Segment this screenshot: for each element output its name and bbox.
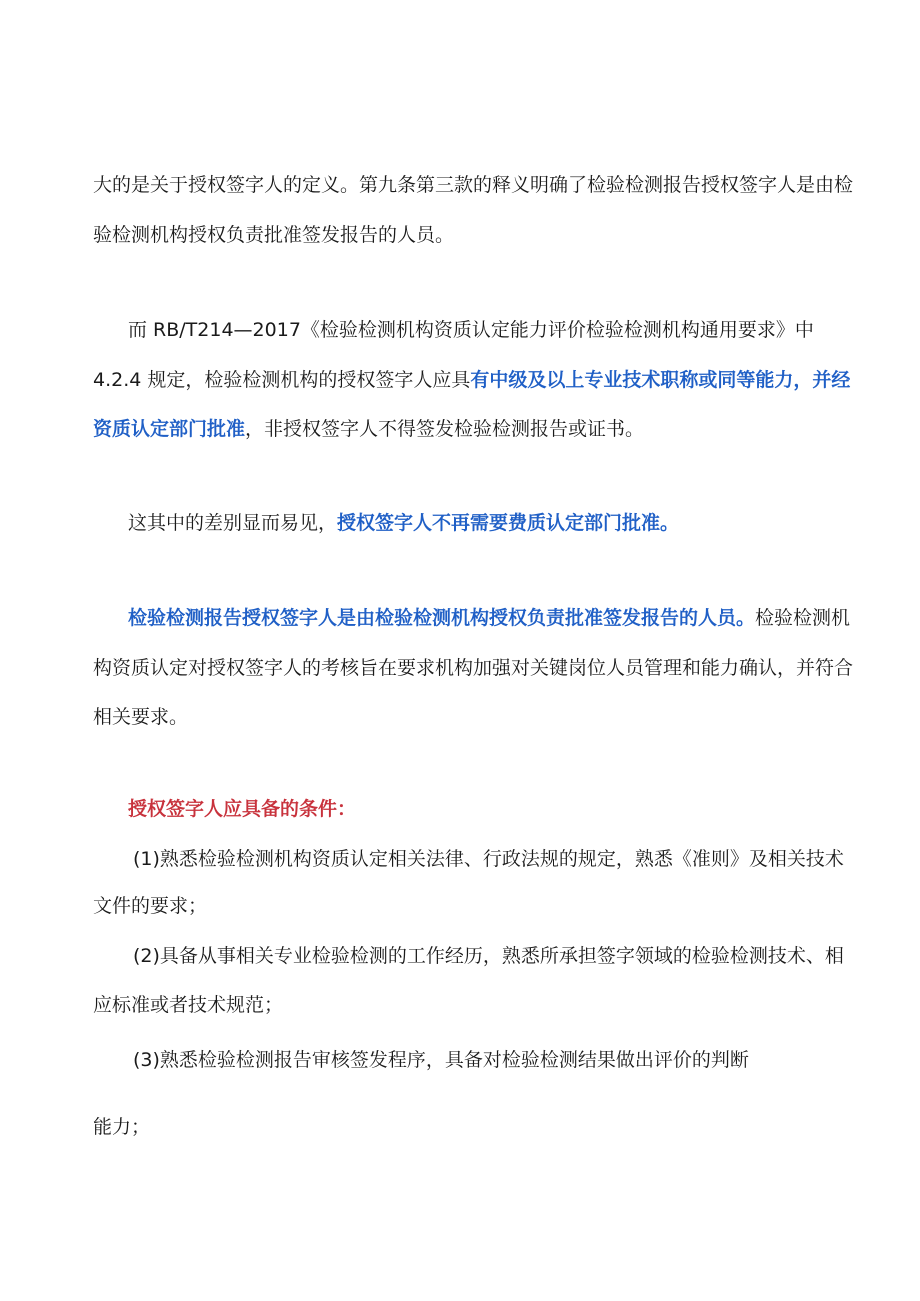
condition-2-line-1: (2)具备从事相关专业检验检测的工作经历，熟悉所承担签字领域的检验检测技术、相: [133, 945, 844, 967]
paragraph-2-line-2: [93, 367, 851, 393]
conditions-heading: 授权签字人应具备的条件：: [128, 798, 357, 820]
paragraph-4-line-2: 构资质认定对授权签字人的考核旨在要求机构加强对关键岗位人员管理和能力确认，并符合: [93, 657, 854, 679]
paragraph-4-line-3: 相关要求。: [93, 706, 189, 728]
condition-3-line-1: (3)熟悉检验检测报告审核签发程序，具备对检验检测结果做出评价的判断: [133, 1049, 749, 1071]
condition-1-line-2: 文件的要求；: [93, 895, 208, 917]
condition-1-line-1: (1)熟悉检验检测机构资质认定相关法律、行政法规的规定，熟悉《准则》及相关技术: [133, 848, 844, 870]
paragraph-4-line-1-highlight: 检验检测报告授权签字人是由检验检测机构授权负责批准签发报告的人员。: [128, 607, 756, 629]
paragraph-2-line-3-normal: ，非授权签字人不得签发检验检测报告或证书。: [245, 418, 645, 440]
paragraph-2-line-3: [93, 416, 833, 442]
paragraph-4-line-1: [128, 605, 851, 631]
paragraph-3: [128, 510, 833, 536]
paragraph-1-line-1: 大的是关于授权签字人的定义。第九条第三款的释义明确了检验检测报告授权签字人是由检: [93, 174, 854, 196]
paragraph-2-line-3-highlight: 资质认定部门批准: [93, 418, 246, 440]
paragraph-3-normal: 这其中的差别显而易见，: [128, 512, 338, 534]
paragraph-2-line-2-highlight: 有中级及以上专业技术职称或同等能力，并经: [470, 369, 851, 391]
paragraph-1-line-2: 验检测机构授权负责批准签发报告的人员。: [93, 224, 455, 246]
paragraph-4-line-1-normal: 检验检测机: [755, 607, 851, 629]
paragraph-2-line-1: 而 RB/T214—2017《检验检测机构资质认定能力评价检验检测机构通用要求》中: [128, 319, 814, 341]
paragraph-3-highlight: 授权签字人不再需要费质认定部门批准。: [337, 512, 680, 534]
paragraph-2-line-2-normal: 4.2.4 规定，检验检测机构的授权签字人应具: [93, 369, 471, 391]
condition-3-line-2: 能力；: [93, 1116, 151, 1138]
condition-2-line-2: 应标准或者技术规范；: [93, 994, 284, 1016]
